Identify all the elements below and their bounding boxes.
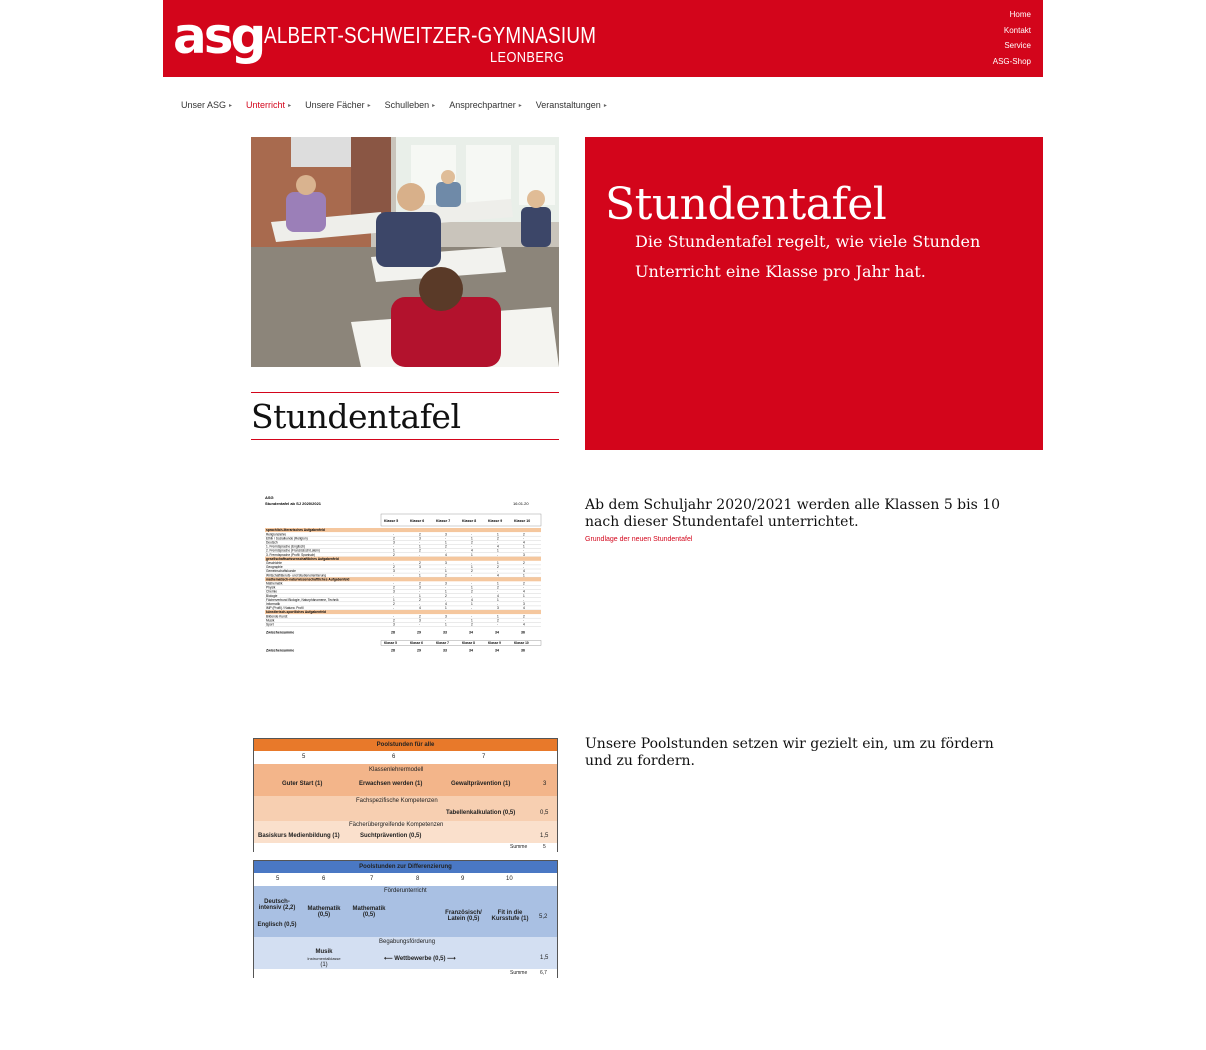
service-link[interactable]: Service (1004, 41, 1031, 50)
asg-logo[interactable]: asg (173, 7, 264, 65)
row-value: - (497, 622, 499, 627)
row-value: 2 (393, 618, 395, 623)
column-header: Klasse 6 (410, 519, 425, 523)
hero-banner (585, 137, 1043, 450)
pool-table-all-title: Poolstunden für alle (254, 739, 557, 751)
arrow-right-icon: ⟶ (445, 956, 456, 962)
row-value: 2 (523, 532, 525, 537)
row-value: 3 (445, 581, 447, 586)
nav-unser-asg[interactable] (181, 100, 232, 110)
asg-shop-link[interactable]: ASG-Shop (992, 56, 1031, 66)
caret-right-icon: ▸ (432, 102, 436, 109)
row-value: 4 (419, 606, 421, 611)
row-value: 1 (419, 544, 421, 549)
row-label: Fächerverbund Biologie, Naturphänomene, Technik (266, 597, 339, 602)
section-title: künstlerisch-sportliches Aufgabenfeld (266, 610, 326, 615)
nav-veranstaltungen[interactable] (536, 100, 607, 110)
pool-item: Tabellenkalkulation (0,5) (446, 810, 516, 816)
classroom-photo (251, 137, 559, 367)
row-value: - (497, 569, 499, 574)
pool2-group-1 (254, 886, 557, 937)
row-value: 4 (523, 622, 525, 627)
row-value: 2 (419, 614, 421, 619)
row-value: 3 (393, 589, 395, 594)
row-value: 3 (445, 532, 447, 537)
nav-unterricht[interactable] (246, 100, 291, 110)
group-label: Begabungsförderung (379, 939, 436, 945)
subtotal-value: 36 (521, 630, 525, 635)
row-value: 2 (419, 581, 421, 586)
pool-item: Musik (315, 949, 333, 955)
nav-label: Veranstaltungen (535, 100, 601, 110)
row-label: Ethik / Sozialkunde (Religion) (266, 536, 308, 541)
row-value: 2 (419, 548, 421, 553)
row-value: 1 (497, 532, 499, 537)
subtotal-value: 36 (521, 648, 525, 653)
school-city: LEONBERG (490, 49, 565, 66)
row-value: - (471, 532, 473, 537)
row-value: 4 (497, 593, 499, 598)
nav-label: Ansprechpartner (449, 100, 516, 110)
pool-table-diff-title: Poolstunden zur Differenzierung (254, 861, 557, 873)
row-value: 3 (419, 585, 421, 590)
row-label: Geschichte (266, 561, 282, 565)
hero-title: Stundentafel (605, 179, 887, 230)
row-label: Biologie (266, 593, 278, 598)
row-label: Bildende Kunst (266, 614, 288, 619)
row-value: 1 (445, 622, 447, 627)
row-value: 1 (471, 618, 473, 623)
subtotal-value: 33 (443, 648, 447, 653)
column-header: Klasse 9 (488, 641, 501, 645)
row-value: 1 (523, 544, 525, 549)
row-value: 1 (497, 581, 499, 586)
row-value: - (393, 544, 395, 549)
row-value: - (393, 561, 395, 565)
row-value: - (393, 532, 395, 537)
subtotal-value: 34 (469, 648, 473, 653)
row-value: - (523, 548, 525, 553)
row-value: 3 (419, 536, 421, 541)
pool-value: 0,5 (540, 810, 549, 816)
row-value: - (471, 544, 473, 549)
row-value: 2 (445, 573, 447, 578)
page-title-block (251, 392, 559, 440)
row-value: 2 (393, 585, 395, 590)
nav-label: Unterricht (246, 100, 286, 110)
row-label: Gemeinschaftskunde (266, 569, 296, 574)
row-label: Wirtschaft/Berufs- und Studienorientierung (266, 573, 327, 578)
row-value: 1 (393, 597, 395, 602)
row-value: - (471, 606, 473, 611)
row-value: - (445, 536, 447, 541)
pool-table-differentiation[interactable] (253, 860, 558, 978)
pool-value: 5,2 (539, 914, 548, 920)
row-value: - (445, 565, 447, 570)
pool-item: Mathematik (0,5) (352, 906, 386, 918)
grade-label: 5 (302, 754, 306, 760)
section-title: mathematisch-naturwissenschaftliches Aufgabenfeld (266, 577, 350, 582)
pool1-grades-row (254, 751, 557, 764)
pool-item: Fit in die Kursstufe (1) (491, 910, 529, 922)
pool-item: (1) (320, 962, 328, 968)
row-value: 2 (445, 544, 447, 549)
pool-table-all[interactable] (253, 738, 558, 852)
section-title: sprachlich-literarisches Aufgabenfeld (266, 528, 325, 533)
column-header: Klasse 10 (514, 519, 531, 523)
row-value: 2 (393, 602, 395, 606)
column-header: Klasse 7 (436, 641, 449, 645)
row-value: 1 (497, 548, 499, 553)
table-school-label: ASG (265, 495, 274, 500)
row-label: Chemie (266, 589, 277, 594)
row-value: 2 (445, 593, 447, 598)
row-value: - (445, 618, 447, 623)
subtotal-label: Zwischensumme (266, 648, 295, 653)
row-value: 2 (419, 532, 421, 537)
row-label: 3. Fremdsprache (Profil: Spanisch) (266, 552, 316, 557)
intro-text: Ab dem Schuljahr 2020/2021 werden alle Klassen 5 bis 10 nach dieser Stundentafel unterrichtet. (585, 497, 1001, 530)
row-value: 2 (419, 561, 421, 565)
row-value: 2 (497, 585, 499, 590)
stundentafel-table-graphic (263, 494, 543, 712)
row-value: 2 (523, 581, 525, 586)
row-value: 2 (497, 536, 499, 541)
caret-right-icon: ▸ (367, 102, 371, 109)
row-value: 3 (445, 561, 447, 565)
pool-item: Guter Start (1) (282, 781, 323, 787)
row-value: - (419, 569, 421, 574)
subtotal-value: 34 (495, 630, 499, 635)
row-label: Mathematik (266, 581, 283, 586)
kontakt-link[interactable]: Kontakt (1003, 25, 1031, 35)
pool-item: Französisch/ Latein (0,5) (445, 910, 482, 922)
caret-right-icon: ▸ (288, 102, 292, 109)
row-value: 1 (523, 593, 525, 598)
row-value: 2 (471, 622, 473, 627)
row-value: 1 (471, 585, 473, 590)
row-value: 3 (523, 552, 525, 557)
hero-subtitle: Die Stundentafel regelt, wie viele Stunden Unterricht eine Klasse pro Jahr hat. (635, 232, 981, 281)
row-value: 2 (523, 614, 525, 619)
column-header: Klasse 7 (436, 519, 451, 523)
row-value: 1 (497, 597, 499, 602)
row-label: Sport (266, 622, 274, 627)
column-header: Klasse 10 (514, 641, 529, 645)
row-value: 1 (419, 593, 421, 598)
row-value: 1 (497, 561, 499, 565)
column-header: Klasse 9 (488, 519, 503, 523)
page-title: Stundentafel (251, 397, 461, 436)
pool-item: Suchtprävention (0,5) (360, 833, 422, 839)
row-value: - (419, 622, 421, 627)
subtotal-value: 29 (417, 630, 421, 635)
row-value: 3 (419, 565, 421, 570)
grade-label: 6 (322, 876, 326, 882)
section-title: gesellschaftswissenschaftliches Aufgabenfeld (266, 556, 339, 561)
row-value: 3 (523, 602, 525, 606)
row-value: - (523, 565, 525, 570)
nav-unsere-faecher[interactable] (305, 100, 371, 110)
row-value: 3 (445, 614, 447, 619)
row-value: - (393, 573, 395, 578)
row-value: - (419, 602, 421, 606)
main-nav (181, 100, 621, 110)
row-label: Deutsch (266, 540, 278, 545)
pool-value: 1,5 (540, 955, 549, 961)
wettbewerbe-label: Wettbewerbe (0,5) (394, 956, 446, 962)
pool1-group-1 (254, 764, 557, 796)
arrow-left-icon: ⟵ (384, 956, 395, 962)
row-value: 1 (471, 536, 473, 541)
site-header (163, 0, 1043, 77)
row-value: 1 (471, 552, 473, 557)
row-value: 4 (523, 569, 525, 574)
row-value: - (393, 593, 395, 598)
row-value: 2 (393, 565, 395, 570)
pool2-sum-row (254, 969, 557, 978)
row-value: 4 (471, 548, 473, 553)
table-caption: Stundentafel ab SJ 2020/2021 (265, 501, 322, 506)
caret-right-icon: ▸ (229, 102, 233, 109)
stundentafel-image[interactable] (263, 494, 543, 712)
pool-item: Mathematik (0,5) (307, 906, 341, 918)
row-value: - (497, 602, 499, 606)
column-header: Klasse 6 (410, 641, 423, 645)
sum-value: 6,7 (540, 970, 547, 976)
subtotal-value: 34 (469, 630, 473, 635)
pool-text: Unsere Poolstunden setzen wir gezielt ein, um zu fördern und zu fordern. (585, 736, 994, 769)
row-value: 2 (393, 536, 395, 541)
row-label: 2. Fremdsprache (Französisch/Latein) (266, 548, 320, 553)
row-value: - (419, 589, 421, 594)
pool-item: Englisch (0,5) (257, 922, 297, 928)
sum-label: Summe (510, 970, 528, 976)
pool-value: 1,5 (540, 833, 549, 839)
row-value: 4 (497, 544, 499, 549)
pool-item: Deutsch-intensiv (2,2) (258, 899, 296, 911)
pool1-sum-row (254, 843, 557, 852)
group-label: Klassenlehrermodell (369, 767, 424, 773)
row-value: - (419, 552, 421, 557)
row-value: 4 (523, 540, 525, 545)
row-value: - (445, 585, 447, 590)
pool-item: Basiskurs Medienbildung (1) (258, 833, 340, 839)
table-body (265, 528, 541, 653)
row-value: 1 (523, 573, 525, 578)
pool-value: 3 (543, 781, 547, 787)
row-value: 2 (523, 561, 525, 565)
row-label: 1. Fremdsprache (Englisch) (266, 544, 306, 549)
row-value: - (497, 552, 499, 557)
sum-label: Summe (510, 844, 528, 850)
row-label: Informatik (266, 602, 280, 606)
row-value: 4 (523, 589, 525, 594)
row-value: 2 (471, 569, 473, 574)
row-value: 1 (445, 589, 447, 594)
row-value: 2 (419, 597, 421, 602)
pool-item (384, 955, 456, 962)
row-value: 1 (471, 565, 473, 570)
pool1-group-2 (254, 796, 557, 821)
row-value: 1 (445, 569, 447, 574)
pool-item: Instrumentalklasse (307, 956, 341, 961)
row-value: - (497, 540, 499, 545)
column-header: Klasse 8 (462, 641, 475, 645)
row-value: 1 (393, 548, 395, 553)
row-value: - (471, 561, 473, 565)
nav-ansprechpartner[interactable] (449, 100, 522, 110)
row-value: - (471, 593, 473, 598)
subtotal-value: 29 (417, 648, 421, 653)
pool1-group-3 (254, 821, 557, 843)
row-value: 2 (393, 552, 395, 557)
subtotal-label: Zwischensumme (266, 630, 295, 635)
row-value: - (471, 614, 473, 619)
pool2-group-2 (254, 937, 557, 969)
row-value: 3 (393, 569, 395, 574)
row-label: Religionslehre (266, 532, 287, 537)
grade-label: 8 (416, 876, 420, 882)
row-value: 3 (497, 606, 499, 611)
pool-item: Gewaltprävention (1) (451, 781, 511, 787)
sum-value: 5 (543, 844, 546, 850)
row-value: 1 (471, 602, 473, 606)
row-value: 4 (445, 602, 447, 606)
row-value: 2 (471, 540, 473, 545)
row-value: - (419, 540, 421, 545)
row-value: 1 (419, 573, 421, 578)
row-label: Musik (266, 618, 275, 623)
row-value: 1 (445, 540, 447, 545)
school-name: ALBERT-SCHWEITZER-GYMNASIUM (264, 22, 597, 48)
group-label: Fachspezifische Kompetenzen (356, 798, 438, 804)
row-value: 4 (523, 606, 525, 611)
row-value: 4 (445, 552, 447, 557)
row-value: - (445, 548, 447, 553)
home-link[interactable]: Home (1009, 10, 1031, 19)
row-value: 4 (471, 597, 473, 602)
nav-schulleben[interactable] (385, 100, 436, 110)
row-label: Geographie (266, 565, 283, 570)
row-value: 1 (497, 614, 499, 619)
row-value: 3 (393, 622, 395, 627)
nav-label: Unser ASG (181, 100, 227, 110)
row-value: - (393, 614, 395, 619)
row-value: - (471, 581, 473, 586)
row-value: - (445, 597, 447, 602)
subtotal-value: 33 (443, 630, 447, 635)
grade-label: 9 (461, 876, 465, 882)
row-value: - (393, 581, 395, 586)
classroom-photo-image (251, 137, 559, 367)
pool-item: Erwachsen werden (1) (359, 781, 423, 787)
grade-label: 10 (506, 876, 513, 882)
row-value: 3 (419, 618, 421, 623)
row-value: 2 (497, 565, 499, 570)
row-value: - (393, 606, 395, 611)
row-label: IMP (Profil) / Naturw. Profil (266, 606, 304, 611)
row-value: 2 (497, 618, 499, 623)
nav-label: Unsere Fächer (305, 100, 365, 110)
caret-right-icon: ▸ (518, 102, 522, 109)
grade-label: 7 (482, 754, 486, 760)
caret-right-icon: ▸ (603, 102, 607, 109)
row-value: - (471, 573, 473, 578)
group-label: Fächerübergreifende Kompetenzen (349, 822, 444, 828)
pool2-grades-row (254, 873, 557, 886)
row-value: 3 (393, 540, 395, 545)
column-header: Klasse 5 (384, 641, 397, 645)
stundentafel-basis-link[interactable]: Grundlage der neuen Stundentafel (585, 536, 693, 543)
top-links (993, 7, 1031, 69)
subtotal-value: 28 (391, 630, 395, 635)
row-value: 4 (497, 573, 499, 578)
column-header: Klasse 8 (462, 519, 477, 523)
row-value: - (523, 618, 525, 623)
row-value: - (497, 589, 499, 594)
row-value: 1 (445, 606, 447, 611)
subtotal-value: 28 (391, 648, 395, 653)
row-value: - (523, 536, 525, 541)
group-label: Förderunterricht (384, 888, 427, 894)
subtotal-value: 34 (495, 648, 499, 653)
table-date: 16.01.20 (513, 501, 529, 506)
row-label: Physik (266, 585, 276, 590)
grade-label: 6 (392, 754, 396, 760)
grade-label: 5 (276, 876, 280, 882)
column-header: Klasse 5 (384, 519, 399, 523)
grade-label: 7 (370, 876, 374, 882)
row-value: - (523, 597, 525, 602)
row-value: 2 (471, 589, 473, 594)
nav-label: Schulleben (384, 100, 430, 110)
table-column-headers (381, 514, 541, 526)
row-value: - (523, 585, 525, 590)
